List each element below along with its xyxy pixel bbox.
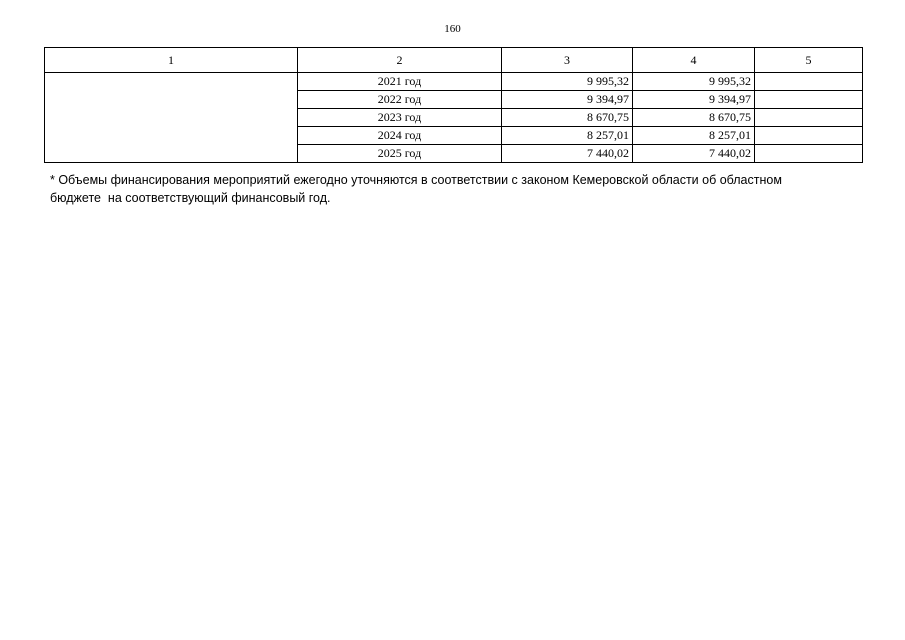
empty-cell [755, 91, 863, 109]
budget-value-cell: 8 257,01 [633, 127, 755, 145]
empty-cell [755, 127, 863, 145]
column-header-2: 2 [298, 48, 502, 73]
total-value-cell: 9 995,32 [502, 73, 633, 91]
total-value-cell: 8 257,01 [502, 127, 633, 145]
budget-value-cell: 8 670,75 [633, 109, 755, 127]
budget-value-cell: 9 995,32 [633, 73, 755, 91]
year-cell: 2021 год [298, 73, 502, 91]
total-value-cell: 7 440,02 [502, 145, 633, 163]
budget-value-cell: 9 394,97 [633, 91, 755, 109]
empty-cell [755, 109, 863, 127]
year-cell: 2023 год [298, 109, 502, 127]
empty-cell [755, 73, 863, 91]
page-number: 160 [444, 23, 461, 35]
merged-description-cell [45, 73, 298, 163]
column-header-1: 1 [45, 48, 298, 73]
total-value-cell: 8 670,75 [502, 109, 633, 127]
column-header-3: 3 [502, 48, 633, 73]
column-header-4: 4 [633, 48, 755, 73]
budget-value-cell: 7 440,02 [633, 145, 755, 163]
table-header-row [45, 48, 863, 73]
total-value-cell: 9 394,97 [502, 91, 633, 109]
footnote-line-2: бюджете на соответствующий финансовый год. [50, 191, 331, 205]
footnote-line-1: * Объемы финансирования мероприятий ежегодно уточняются в соответствии с законом Кемеровской области об областном [50, 173, 782, 187]
table-row [45, 73, 863, 91]
year-cell: 2024 год [298, 127, 502, 145]
financing-table [44, 47, 863, 163]
year-cell: 2025 год [298, 145, 502, 163]
footnote [50, 171, 850, 207]
empty-cell [755, 145, 863, 163]
column-header-5: 5 [755, 48, 863, 73]
year-cell: 2022 год [298, 91, 502, 109]
